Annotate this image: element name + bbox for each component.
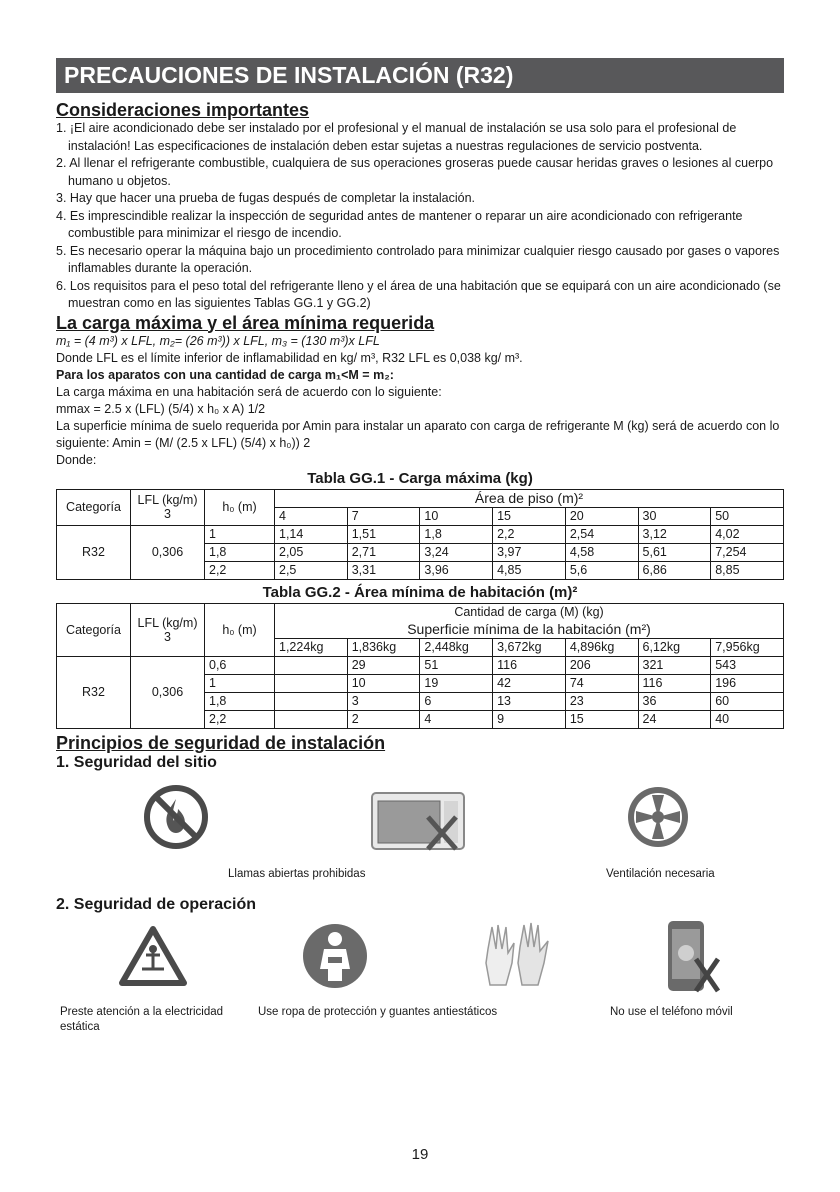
table-header: LFL (kg/m) 3 bbox=[131, 489, 205, 525]
table-cell: 5,6 bbox=[565, 561, 638, 579]
table-cell bbox=[275, 656, 348, 674]
table-cell: 1,51 bbox=[347, 525, 420, 543]
microwave-prohibited-icon bbox=[368, 783, 468, 855]
table-header: h₀ (m) bbox=[205, 603, 275, 656]
table-cell: 2,2 bbox=[493, 525, 566, 543]
table-header: 6,12kg bbox=[638, 638, 711, 656]
ventilation-fan-icon bbox=[626, 785, 690, 849]
table-cell: 2,05 bbox=[275, 543, 348, 561]
table-cell: 51 bbox=[420, 656, 493, 674]
table-cell: 7,254 bbox=[711, 543, 784, 561]
table-cell: 42 bbox=[493, 674, 566, 692]
table-cell: 2,54 bbox=[565, 525, 638, 543]
table-header: 3,672kg bbox=[493, 638, 566, 656]
table-cell: 4,02 bbox=[711, 525, 784, 543]
list-item: 2. Al llenar el refrigerante combustible, cualquiera de sus operaciones groseras puede causar heridas graves o lesiones al cuerpo humano u objetos. bbox=[56, 156, 774, 188]
list-item: 5. Es necesario operar la máquina bajo un procedimiento controlado para minimizar cualquier riesgo causado por gases o vapores inflamables durante la operación. bbox=[56, 243, 780, 275]
table-cell: 29 bbox=[347, 656, 420, 674]
table-cell: 2,5 bbox=[275, 561, 348, 579]
table-cell: 74 bbox=[565, 674, 638, 692]
table-header: Categoría bbox=[57, 489, 131, 525]
table-header: 1,836kg bbox=[347, 638, 420, 656]
label-ropa: Use ropa de protección y guantes antiestáticos bbox=[258, 1005, 498, 1018]
label-llamas: Llamas abiertas prohibidas bbox=[228, 867, 366, 880]
table-cell: 0,6 bbox=[205, 656, 275, 674]
list-item: 4. Es imprescindible realizar la inspección de seguridad antes de mantener o reparar un aire acondicionado con refrigerante combustible para minimizar el riesgo de incendio. bbox=[56, 208, 743, 240]
section-title-consideraciones: Consideraciones importantes bbox=[56, 100, 310, 120]
table-cell: 1,8 bbox=[420, 525, 493, 543]
table-header: h₀ (m) bbox=[205, 489, 275, 525]
table-cell: 206 bbox=[565, 656, 638, 674]
table-cell bbox=[275, 710, 348, 728]
mobile-phone-prohibited-icon bbox=[662, 919, 722, 995]
table-header: Cantidad de carga (M) (kg) bbox=[275, 603, 784, 621]
table-gg1 bbox=[56, 489, 784, 580]
table-cell: 3,24 bbox=[420, 543, 493, 561]
table-cell: 0,306 bbox=[131, 525, 205, 579]
table-header: Categoría bbox=[57, 603, 131, 656]
subtitle-sitio: 1. Seguridad del sitio bbox=[56, 753, 217, 771]
table-cell: 15 bbox=[565, 710, 638, 728]
table-header: 50 bbox=[711, 507, 784, 525]
table-cell: 36 bbox=[638, 692, 711, 710]
antistatic-gloves-icon bbox=[478, 919, 558, 991]
table-header: 7,956kg bbox=[711, 638, 784, 656]
table-cell: 60 bbox=[711, 692, 784, 710]
table-cell: 3,31 bbox=[347, 561, 420, 579]
table-cell: 9 bbox=[493, 710, 566, 728]
table-cell: 543 bbox=[711, 656, 784, 674]
label-ventilacion: Ventilación necesaria bbox=[606, 867, 715, 880]
table-header: 4,896kg bbox=[565, 638, 638, 656]
table-cell: 3,97 bbox=[493, 543, 566, 561]
table-header: Área de piso (m)² bbox=[275, 489, 784, 507]
table-cell: 1,8 bbox=[205, 692, 275, 710]
table-header: 20 bbox=[565, 507, 638, 525]
table-cell: 4,58 bbox=[565, 543, 638, 561]
table-cell: 321 bbox=[638, 656, 711, 674]
table-cell: 1,14 bbox=[275, 525, 348, 543]
table-cell: R32 bbox=[57, 525, 131, 579]
table-cell: 8,85 bbox=[711, 561, 784, 579]
table1-caption: Tabla GG.1 - Carga máxima (kg) bbox=[307, 469, 533, 487]
table-cell: 23 bbox=[565, 692, 638, 710]
table-cell: 2,2 bbox=[205, 710, 275, 728]
label-electricidad: Preste atención a la electricidad estática bbox=[60, 1005, 224, 1033]
list-item: 6. Los requisitos para el peso total del refrigerante lleno y el área de una habitación que se equipará con un aire acondicionado (se muestran como en las siguientes Tablas GG.1 y GG.2) bbox=[56, 278, 781, 310]
table-cell: 13 bbox=[493, 692, 566, 710]
table-header: 4 bbox=[275, 507, 348, 525]
considerations-list bbox=[56, 120, 784, 313]
section-title-carga: La carga máxima y el área mínima requerida bbox=[56, 312, 435, 333]
site-safety-icons bbox=[56, 773, 784, 895]
page-number: 19 bbox=[411, 1146, 429, 1163]
table-cell: 2 bbox=[347, 710, 420, 728]
table-cell: R32 bbox=[57, 656, 131, 728]
table-cell: 40 bbox=[711, 710, 784, 728]
table-cell: 3 bbox=[347, 692, 420, 710]
table-header: 30 bbox=[638, 507, 711, 525]
table-cell bbox=[275, 674, 348, 692]
bold-condition: Para los aparatos con una cantidad de carga m₁<M = m₂: bbox=[56, 367, 394, 382]
static-electricity-warning-icon bbox=[118, 925, 188, 989]
table-header: 7 bbox=[347, 507, 420, 525]
formula-m: m₁ = (4 m³) x LFL, m₂= (26 m³)) x LFL, m₃ = (130 m³)x LFL bbox=[56, 333, 380, 348]
table2-caption: Tabla GG.2 - Área mínima de habitación (m)² bbox=[262, 583, 578, 601]
subtitle-operacion: 2. Seguridad de operación bbox=[56, 895, 257, 913]
table-cell: 116 bbox=[493, 656, 566, 674]
list-item: 3. Hay que hacer una prueba de fugas después de completar la instalación. bbox=[56, 191, 476, 205]
label-telefono: No use el teléfono móvil bbox=[610, 1005, 733, 1018]
table-header: LFL (kg/m) 3 bbox=[131, 603, 205, 656]
formula-mmax: mmax = 2.5 x (LFL) (5/4) x h₀ x A) 1/2 bbox=[56, 401, 266, 416]
lfl-text: Donde LFL es el límite inferior de inflamabilidad en kg/ m³, R32 LFL es 0,038 kg/ m³. bbox=[56, 350, 523, 365]
table-row bbox=[57, 525, 784, 543]
table-cell: 3,96 bbox=[420, 561, 493, 579]
table-header: Superficie mínima de la habitación (m²) bbox=[275, 621, 784, 639]
table-cell: 2,2 bbox=[205, 561, 275, 579]
no-open-flame-icon bbox=[144, 785, 208, 849]
carga-text: La carga máxima en una habitación será de acuerdo con lo siguiente: bbox=[56, 384, 442, 399]
table-cell: 6,86 bbox=[638, 561, 711, 579]
table-cell: 19 bbox=[420, 674, 493, 692]
table-header: 1,224kg bbox=[275, 638, 348, 656]
protective-clothing-icon bbox=[302, 923, 368, 989]
page-banner: PRECAUCIONES DE INSTALACIÓN (R32) bbox=[56, 58, 784, 93]
operation-safety-icons bbox=[56, 915, 784, 1045]
superficie-text: La superficie mínima de suelo requerida por Amin para instalar un aparato con carga de refrigerante M (kg) será de acuerdo con lo siguiente: Amin = (M/ (2.5 x LFL) (5/4) x h₀)) 2 bbox=[56, 418, 780, 450]
table-cell: 0,306 bbox=[131, 656, 205, 728]
table-header: 10 bbox=[420, 507, 493, 525]
table-gg2 bbox=[56, 603, 784, 729]
table-header: 2,448kg bbox=[420, 638, 493, 656]
table-cell: 24 bbox=[638, 710, 711, 728]
table-cell: 1 bbox=[205, 525, 275, 543]
table-cell: 1,8 bbox=[205, 543, 275, 561]
table-cell: 196 bbox=[711, 674, 784, 692]
table-cell: 4,85 bbox=[493, 561, 566, 579]
table-cell: 10 bbox=[347, 674, 420, 692]
list-item: 1. ¡El aire acondicionado debe ser instalado por el profesional y el manual de instalación se usa solo para el profesional de instalación! Las especificaciones de instalación deben estar sujetas a nuestras regulaciones de servicio postventa. bbox=[56, 121, 737, 153]
table-cell: 2,71 bbox=[347, 543, 420, 561]
table-cell: 1 bbox=[205, 674, 275, 692]
table-cell: 5,61 bbox=[638, 543, 711, 561]
donde-text: Donde: bbox=[56, 452, 97, 467]
table-cell: 6 bbox=[420, 692, 493, 710]
table-cell: 4 bbox=[420, 710, 493, 728]
section-title-principios: Principios de seguridad de instalación bbox=[56, 732, 386, 753]
table-cell bbox=[275, 692, 348, 710]
table-cell: 3,12 bbox=[638, 525, 711, 543]
table-header: 15 bbox=[493, 507, 566, 525]
table-row bbox=[57, 656, 784, 674]
table-cell: 116 bbox=[638, 674, 711, 692]
